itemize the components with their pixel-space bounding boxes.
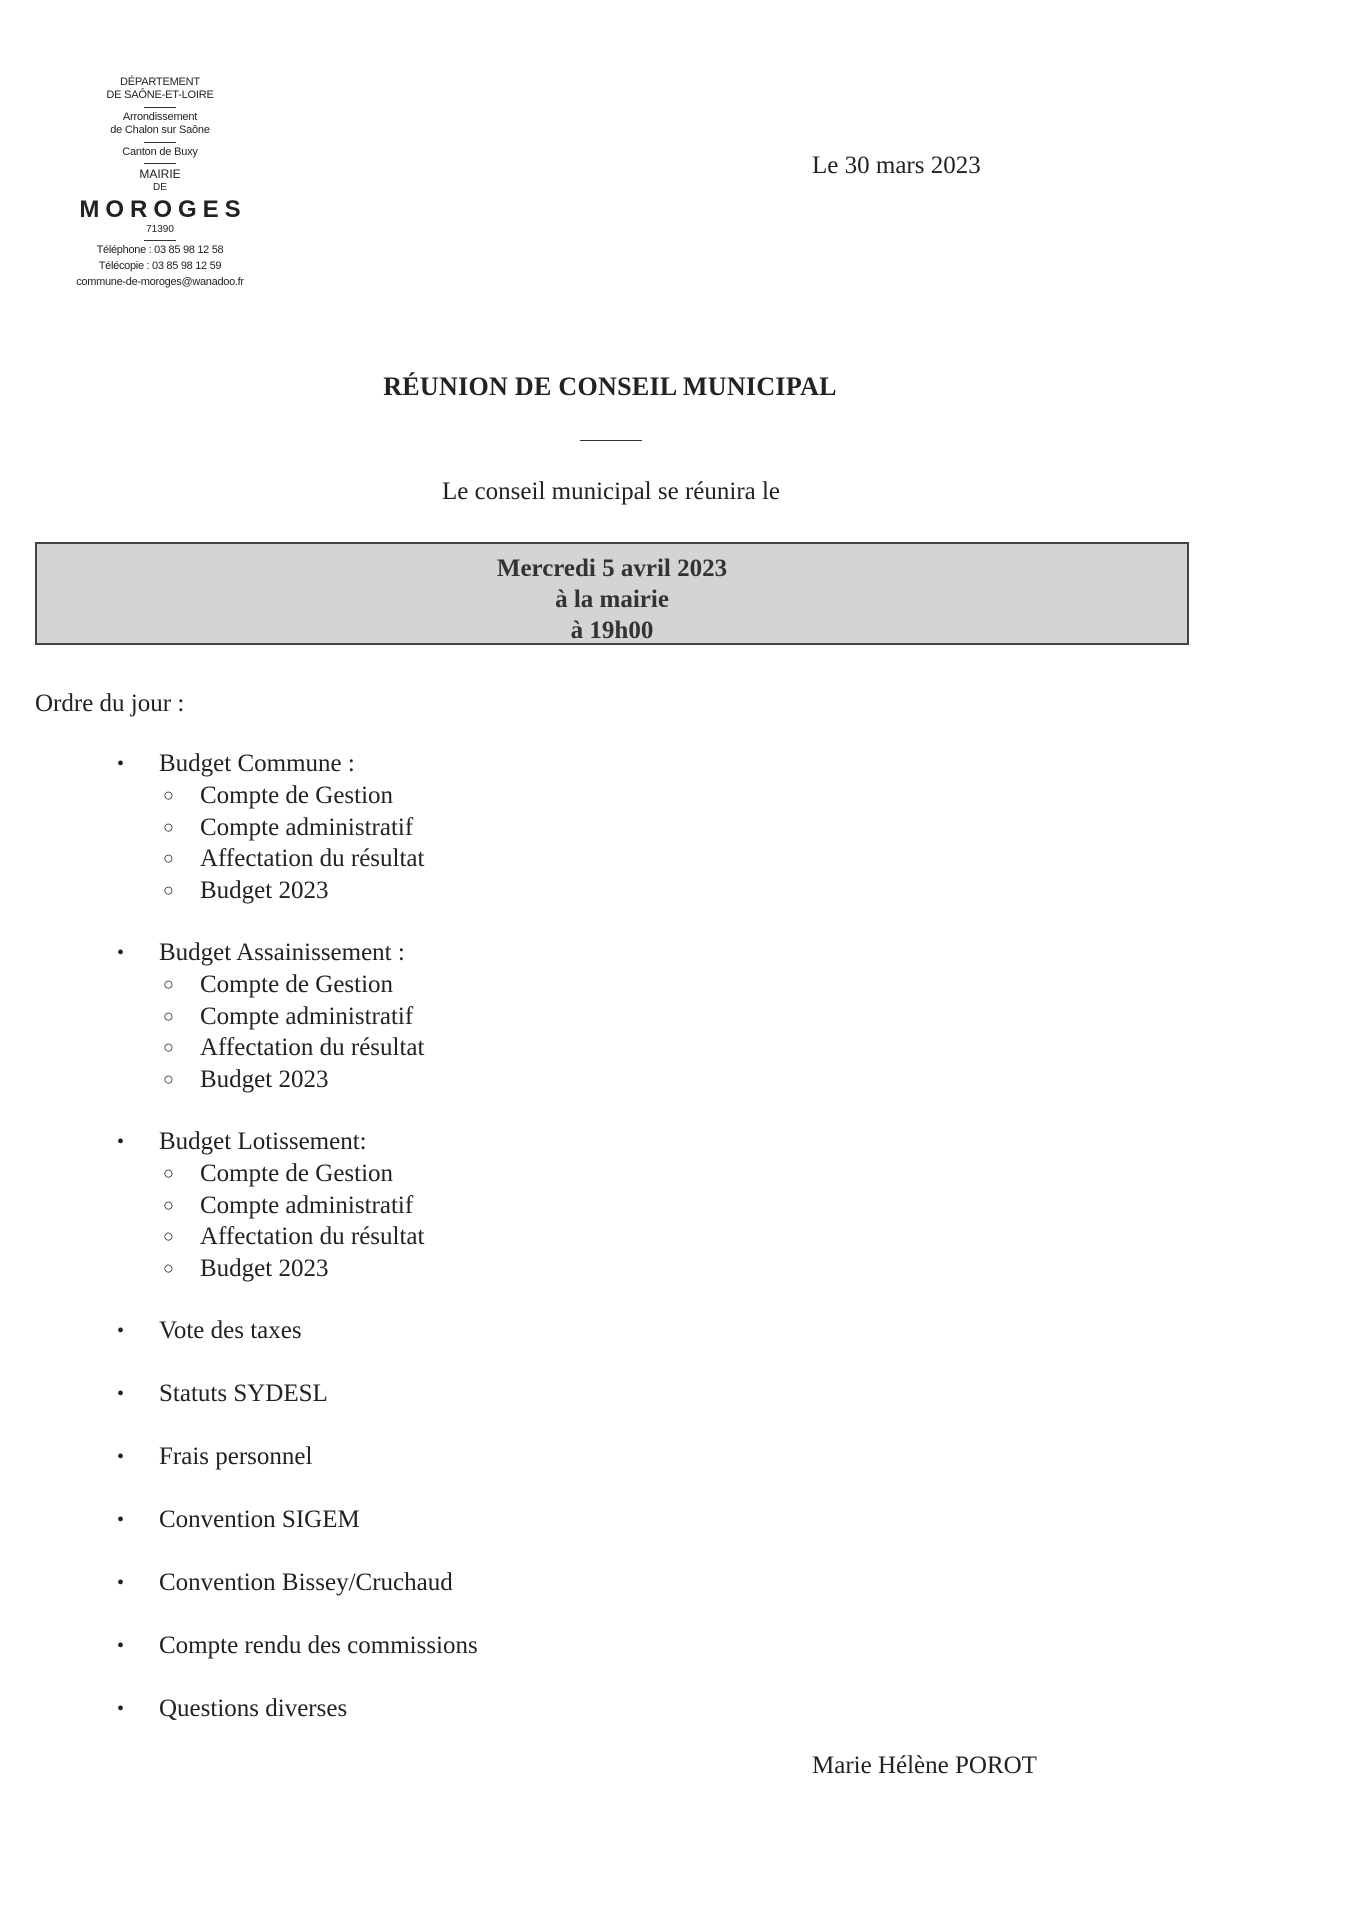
circle-bullet-icon: ○: [163, 1037, 174, 1057]
list-subitem: [112, 1190, 812, 1222]
list-item: [112, 1693, 812, 1725]
mairie-de: DE: [153, 181, 167, 193]
circle-bullet-icon: ○: [163, 816, 174, 837]
subitem-label: Compte de Gestion: [200, 1160, 394, 1187]
agenda-label: Ordre du jour :: [35, 690, 185, 717]
document-title: RÉUNION DE CONSEIL MUNICIPAL: [383, 372, 837, 401]
agenda-item-label: Convention Bissey/Cruchaud: [159, 1569, 453, 1596]
list-item: [112, 1504, 812, 1536]
list-subitem: [112, 1032, 812, 1064]
circle-bullet-icon: ○: [163, 785, 174, 805]
bullet-icon: •: [117, 1635, 125, 1657]
town-name: MOROGES: [79, 195, 247, 223]
circle-bullet-icon: ○: [163, 1005, 174, 1026]
list-subitem: [112, 875, 812, 907]
circle-bullet-icon: ○: [163, 1163, 174, 1183]
subitem-label: Compte de Gestion: [200, 971, 394, 998]
meeting-details-box: [35, 542, 1189, 645]
telephone: Téléphone : 03 85 98 12 58: [96, 244, 224, 257]
telecopie: Télécopie : 03 85 98 12 59: [98, 260, 222, 273]
circle-bullet-icon: ○: [163, 879, 174, 900]
letterhead-divider: [144, 163, 176, 164]
signature-name: Marie Hélène POROT: [812, 1752, 1037, 1779]
list-item: [112, 1441, 812, 1473]
email: commune-de-moroges@wanadoo.fr: [76, 275, 244, 288]
list-item: [112, 1315, 812, 1347]
bullet-icon: •: [117, 1446, 125, 1468]
list-subitem: [112, 843, 812, 875]
arrondissement-line-1: Arrondissement: [122, 110, 198, 123]
title-divider: [580, 440, 642, 441]
agenda-item-label: Frais personnel: [159, 1443, 313, 1470]
agenda-group: [112, 748, 812, 906]
bullet-icon: •: [117, 1572, 125, 1594]
subitem-label: Compte administratif: [200, 1002, 414, 1030]
department-line-2: DE SAÔNE-ET-LOIRE: [106, 89, 214, 102]
intro-text: Le conseil municipal se réunira le: [441, 478, 781, 505]
circle-bullet-icon: ○: [163, 848, 174, 868]
bullet-icon: •: [117, 1131, 125, 1153]
list-subitem: [112, 812, 812, 844]
agenda-item-label: Questions diverses: [159, 1695, 348, 1722]
list-item: [112, 748, 812, 780]
agenda-list: [112, 748, 812, 1756]
list-item: [112, 937, 812, 969]
list-subitem: [112, 1158, 812, 1190]
circle-bullet-icon: ○: [163, 1257, 174, 1278]
list-item: [112, 1378, 812, 1410]
subitem-label: Budget 2023: [200, 876, 329, 904]
subitem-label: Compte administratif: [200, 813, 414, 841]
letterhead: [40, 76, 280, 290]
meeting-day: Mercredi 5 avril 2023: [496, 555, 728, 582]
circle-bullet-icon: ○: [163, 1194, 174, 1215]
agenda-item-label: Vote des taxes: [159, 1317, 302, 1344]
mairie-label: MAIRIE: [139, 167, 181, 182]
subitem-label: Compte de Gestion: [200, 782, 394, 809]
department-line-1: DÉPARTEMENT: [120, 76, 200, 88]
list-subitem: [112, 1253, 812, 1285]
subitem-label: Budget 2023: [200, 1254, 329, 1282]
subitem-label: Affectation du résultat: [200, 1223, 425, 1250]
agenda-item-label: Convention SIGEM: [159, 1506, 360, 1533]
subitem-label: Compte administratif: [200, 1191, 414, 1219]
bullet-icon: •: [117, 1698, 125, 1720]
arrondissement-line-2: de Chalon sur Saône: [110, 124, 210, 137]
agenda-item-label: Compte rendu des commissions: [159, 1632, 478, 1659]
list-item: [112, 1630, 812, 1662]
agenda-group-title: Budget Assainissement :: [159, 939, 405, 966]
bullet-icon: •: [117, 1320, 125, 1342]
subitem-label: Affectation du résultat: [200, 845, 425, 872]
bullet-icon: •: [117, 1383, 125, 1405]
letterhead-divider: [144, 142, 176, 143]
bullet-icon: •: [117, 1509, 125, 1531]
list-subitem: [112, 969, 812, 1001]
circle-bullet-icon: ○: [163, 974, 174, 994]
letterhead-divider: [144, 107, 176, 108]
subitem-label: Budget 2023: [200, 1065, 329, 1093]
circle-bullet-icon: ○: [163, 1068, 174, 1089]
circle-bullet-icon: ○: [163, 1226, 174, 1246]
agenda-group: [112, 1126, 812, 1284]
bullet-icon: •: [117, 942, 125, 964]
postal-code: 71390: [146, 224, 174, 236]
list-item: [112, 1567, 812, 1599]
agenda-group-title: Budget Lotissement:: [159, 1128, 367, 1155]
list-subitem: [112, 1001, 812, 1033]
canton: Canton de Buxy: [122, 145, 198, 158]
bullet-icon: •: [117, 753, 125, 775]
letterhead-divider: [144, 240, 176, 241]
meeting-time: à 19h00: [570, 617, 654, 644]
agenda-group: [112, 937, 812, 1095]
meeting-place: à la mairie: [555, 586, 669, 613]
list-item: [112, 1126, 812, 1158]
list-subitem: [112, 1221, 812, 1253]
agenda-group-title: Budget Commune :: [159, 750, 355, 777]
list-subitem: [112, 1064, 812, 1096]
agenda-item-label: Statuts SYDESL: [159, 1380, 328, 1407]
list-subitem: [112, 780, 812, 812]
subitem-label: Affectation du résultat: [200, 1034, 425, 1061]
document-date: Le 30 mars 2023: [812, 152, 981, 179]
